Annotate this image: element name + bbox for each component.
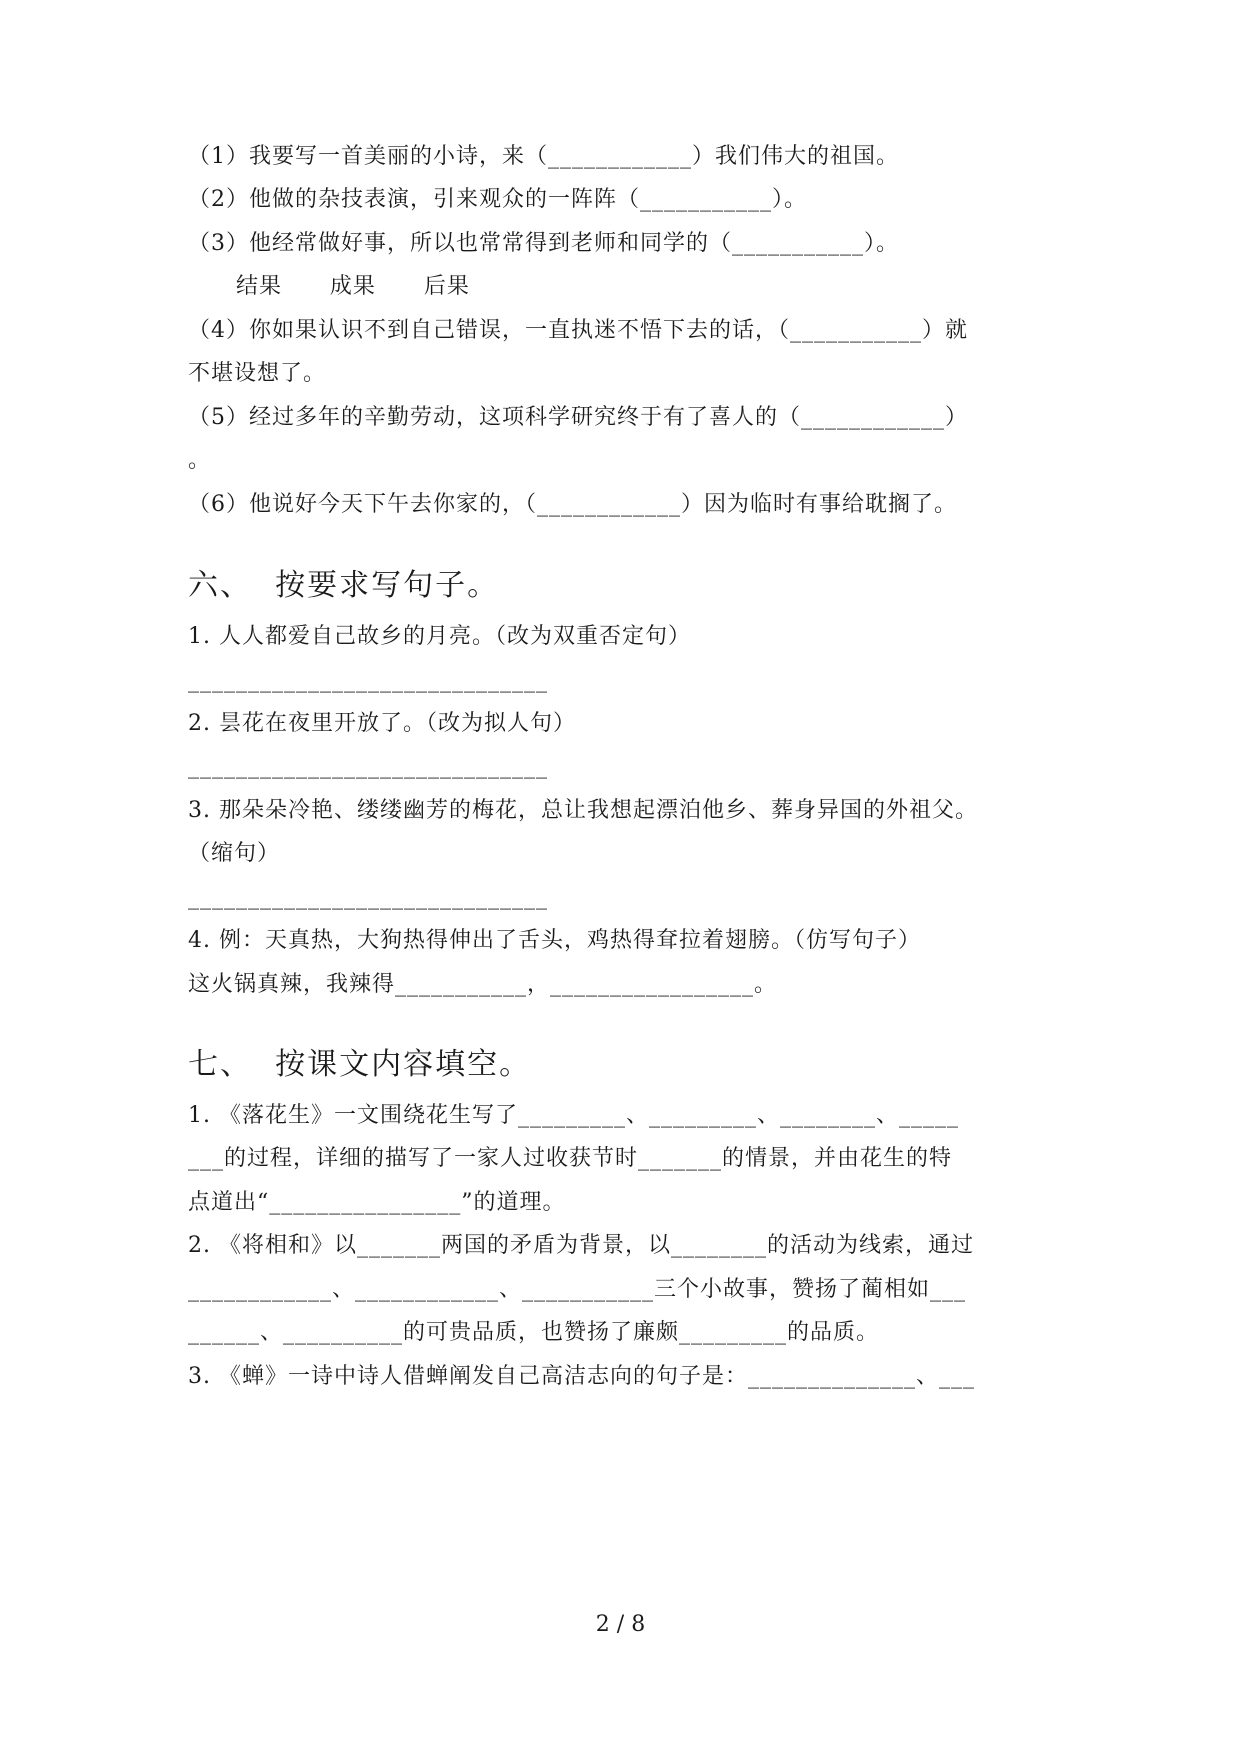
s7-q1-cont-2: 点道出“________________”的道理。 bbox=[188, 1190, 566, 1215]
s7-q2-cont-1: ____________、____________、___________三个小故事，赞扬了蔺相如___ bbox=[188, 1277, 967, 1302]
s5-item-4-cont: 不堪设想了。 bbox=[188, 361, 327, 386]
s7-q3: 3. 《蝉》一诗中诗人借蝉阐发自己高洁志向的句子是：______________、___ bbox=[188, 1364, 975, 1389]
s6-q2-answer-line: ______________________________ bbox=[188, 754, 548, 779]
s5-item-6: （6）他说好今天下午去你家的，（____________）因为临时有事给耽搁了。 bbox=[188, 492, 957, 517]
s6-q2: 2. 昙花在夜里开放了。（改为拟人句） bbox=[188, 711, 576, 736]
s5-item-2: （2）他做的杂技表演，引来观众的一阵阵（___________）。 bbox=[188, 187, 807, 212]
s7-q2-cont-2: ______、__________的可贵品质，也赞扬了廉颇_________的品质。 bbox=[188, 1320, 880, 1345]
s6-q4: 4. 例：天真热，大狗热得伸出了舌头，鸡热得耷拉着翅膀。（仿写句子） bbox=[188, 928, 921, 953]
s5-item-5: （5）经过多年的辛勤劳动，这项科学研究终于有了喜人的（____________） bbox=[188, 405, 968, 430]
s6-q1: 1. 人人都爱自己故乡的月亮。（改为双重否定句） bbox=[188, 624, 691, 649]
s6-q3-answer-line: ______________________________ bbox=[188, 885, 548, 910]
s7-q2: 2. 《将相和》以_______两国的矛盾为背景，以________的活动为线索，通过 bbox=[188, 1233, 974, 1258]
s6-q1-answer-line: ______________________________ bbox=[188, 668, 548, 693]
s5-item-1: （1）我要写一首美丽的小诗，来（____________）我们伟大的祖国。 bbox=[188, 144, 899, 169]
s5-word-choices: 结果 成果 后果 bbox=[188, 274, 470, 299]
section-7-heading: 七、 按课文内容填空。 bbox=[188, 1047, 532, 1082]
s6-q3: 3. 那朵朵冷艳、缕缕幽芳的梅花，总让我想起漂泊他乡、葬身异国的外祖父。 bbox=[188, 798, 978, 823]
s5-item-5-cont: 。 bbox=[188, 448, 212, 473]
page-number: 2 / 8 bbox=[595, 1612, 646, 1637]
section-6-heading: 六、 按要求写句子。 bbox=[188, 568, 500, 603]
s5-item-3: （3）他经常做好事，所以也常常得到老师和同学的（___________）。 bbox=[188, 231, 899, 256]
s7-q1-cont-1: ___的过程，详细的描写了一家人过收获节时_______的情景，并由花生的特 bbox=[188, 1146, 953, 1171]
s6-q3-cont: （缩句） bbox=[188, 841, 281, 866]
s5-item-4: （4）你如果认识不到自己错误，一直执迷不悟下去的话，（___________）就 bbox=[188, 318, 968, 343]
s6-q4-task: 这火锅真辣，我辣得___________，_________________。 bbox=[188, 972, 778, 997]
s7-q1: 1. 《落花生》一文围绕花生写了_________、_________、________、_____ bbox=[188, 1103, 959, 1128]
